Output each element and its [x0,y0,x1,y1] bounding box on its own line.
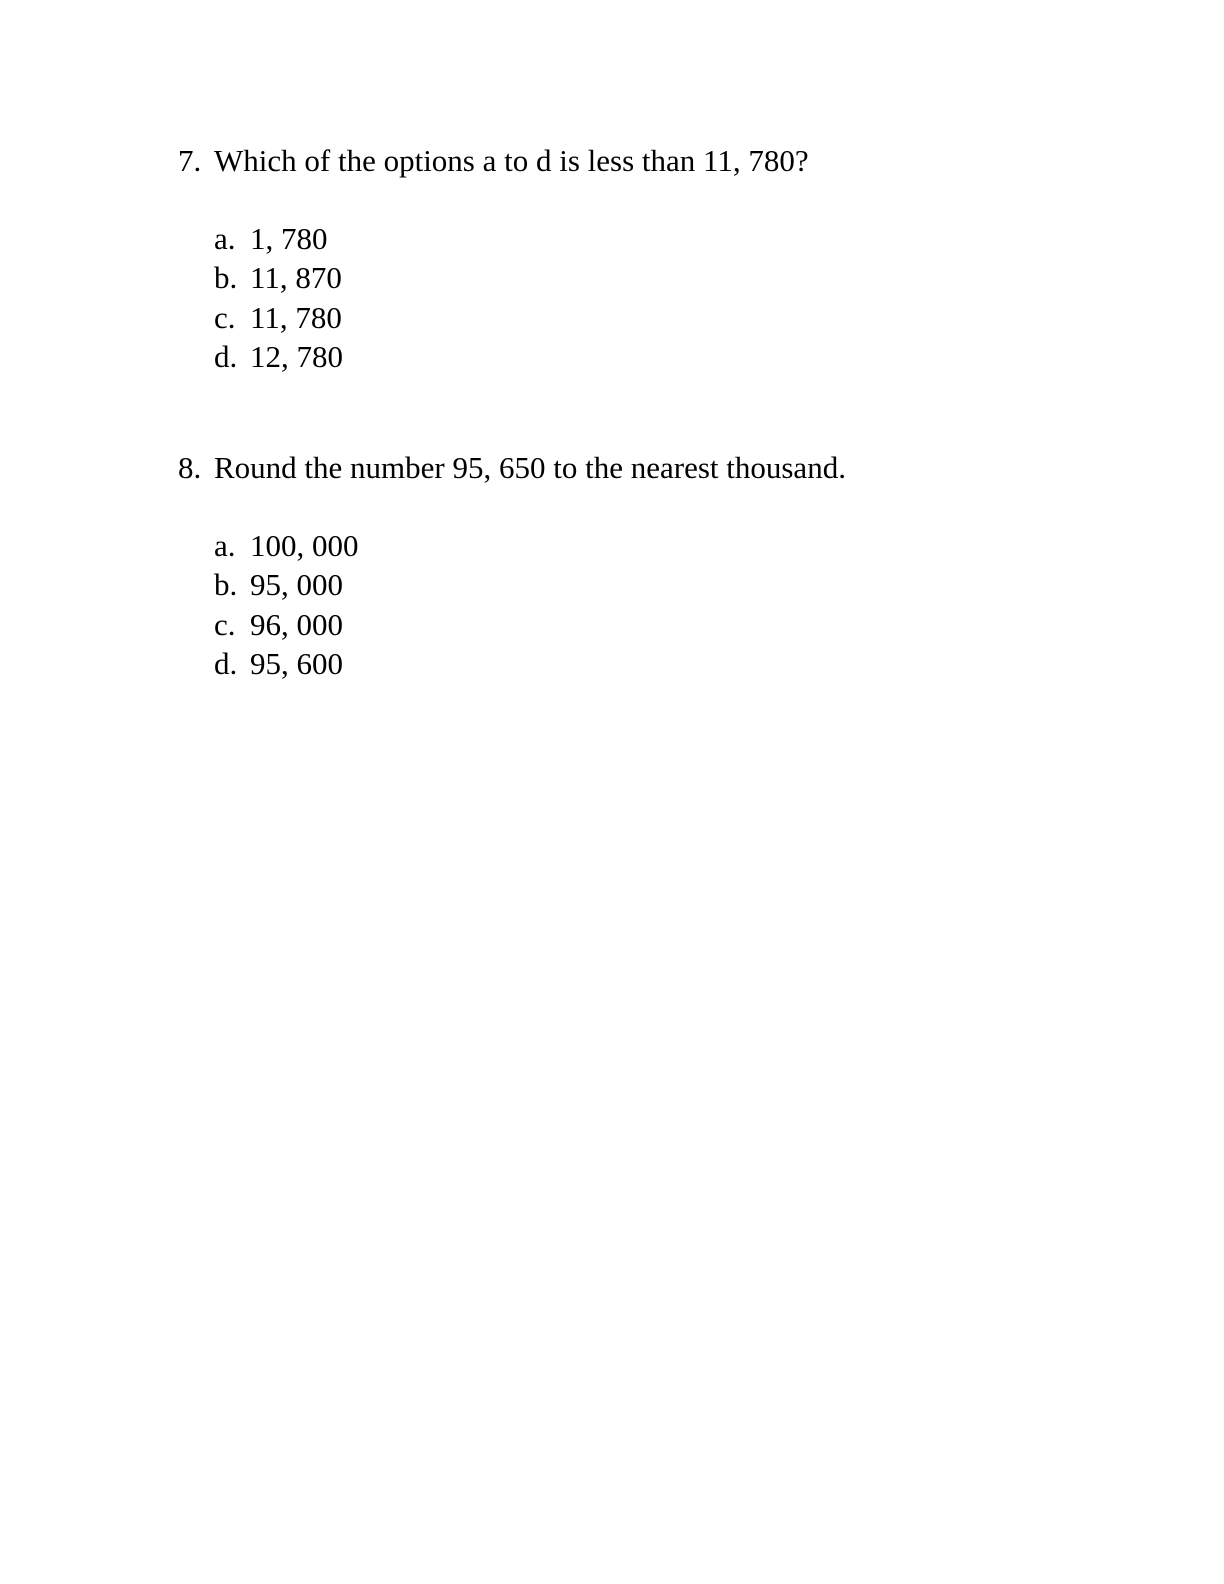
option-value: 12, 780 [250,338,343,374]
option-value: 95, 000 [250,567,343,603]
question-7 [178,141,1158,376]
option-value: 11, 780 [250,299,342,335]
question-8 [178,448,1158,683]
answer-option [214,605,1158,644]
answer-option [214,644,1158,683]
answer-options [214,526,1158,683]
question-text: Which of the options a to d is less than 11, 780? [214,143,809,178]
option-letter: d. [214,645,238,681]
option-letter: c. [214,606,236,642]
option-letter: b. [214,260,238,296]
answer-option [214,219,1158,258]
answer-options [214,219,1158,376]
option-value: 1, 780 [250,221,328,256]
answer-option [214,526,1158,565]
option-letter: c. [214,299,236,335]
question-prompt [178,448,1158,488]
option-letter: a. [214,221,236,256]
answer-option [214,337,1158,376]
option-letter: a. [214,528,236,563]
answer-option [214,298,1158,337]
option-value: 96, 000 [250,606,343,642]
answer-option [214,565,1158,604]
question-number: 7. [178,143,202,178]
option-value: 95, 600 [250,645,343,681]
option-letter: d. [214,338,238,374]
answer-option [214,258,1158,297]
question-prompt [178,141,1158,181]
option-letter: b. [214,567,238,603]
option-value: 100, 000 [250,528,359,563]
question-number: 8. [178,450,202,485]
question-text: Round the number 95, 650 to the nearest thousand. [214,450,846,485]
option-value: 11, 870 [250,260,342,296]
